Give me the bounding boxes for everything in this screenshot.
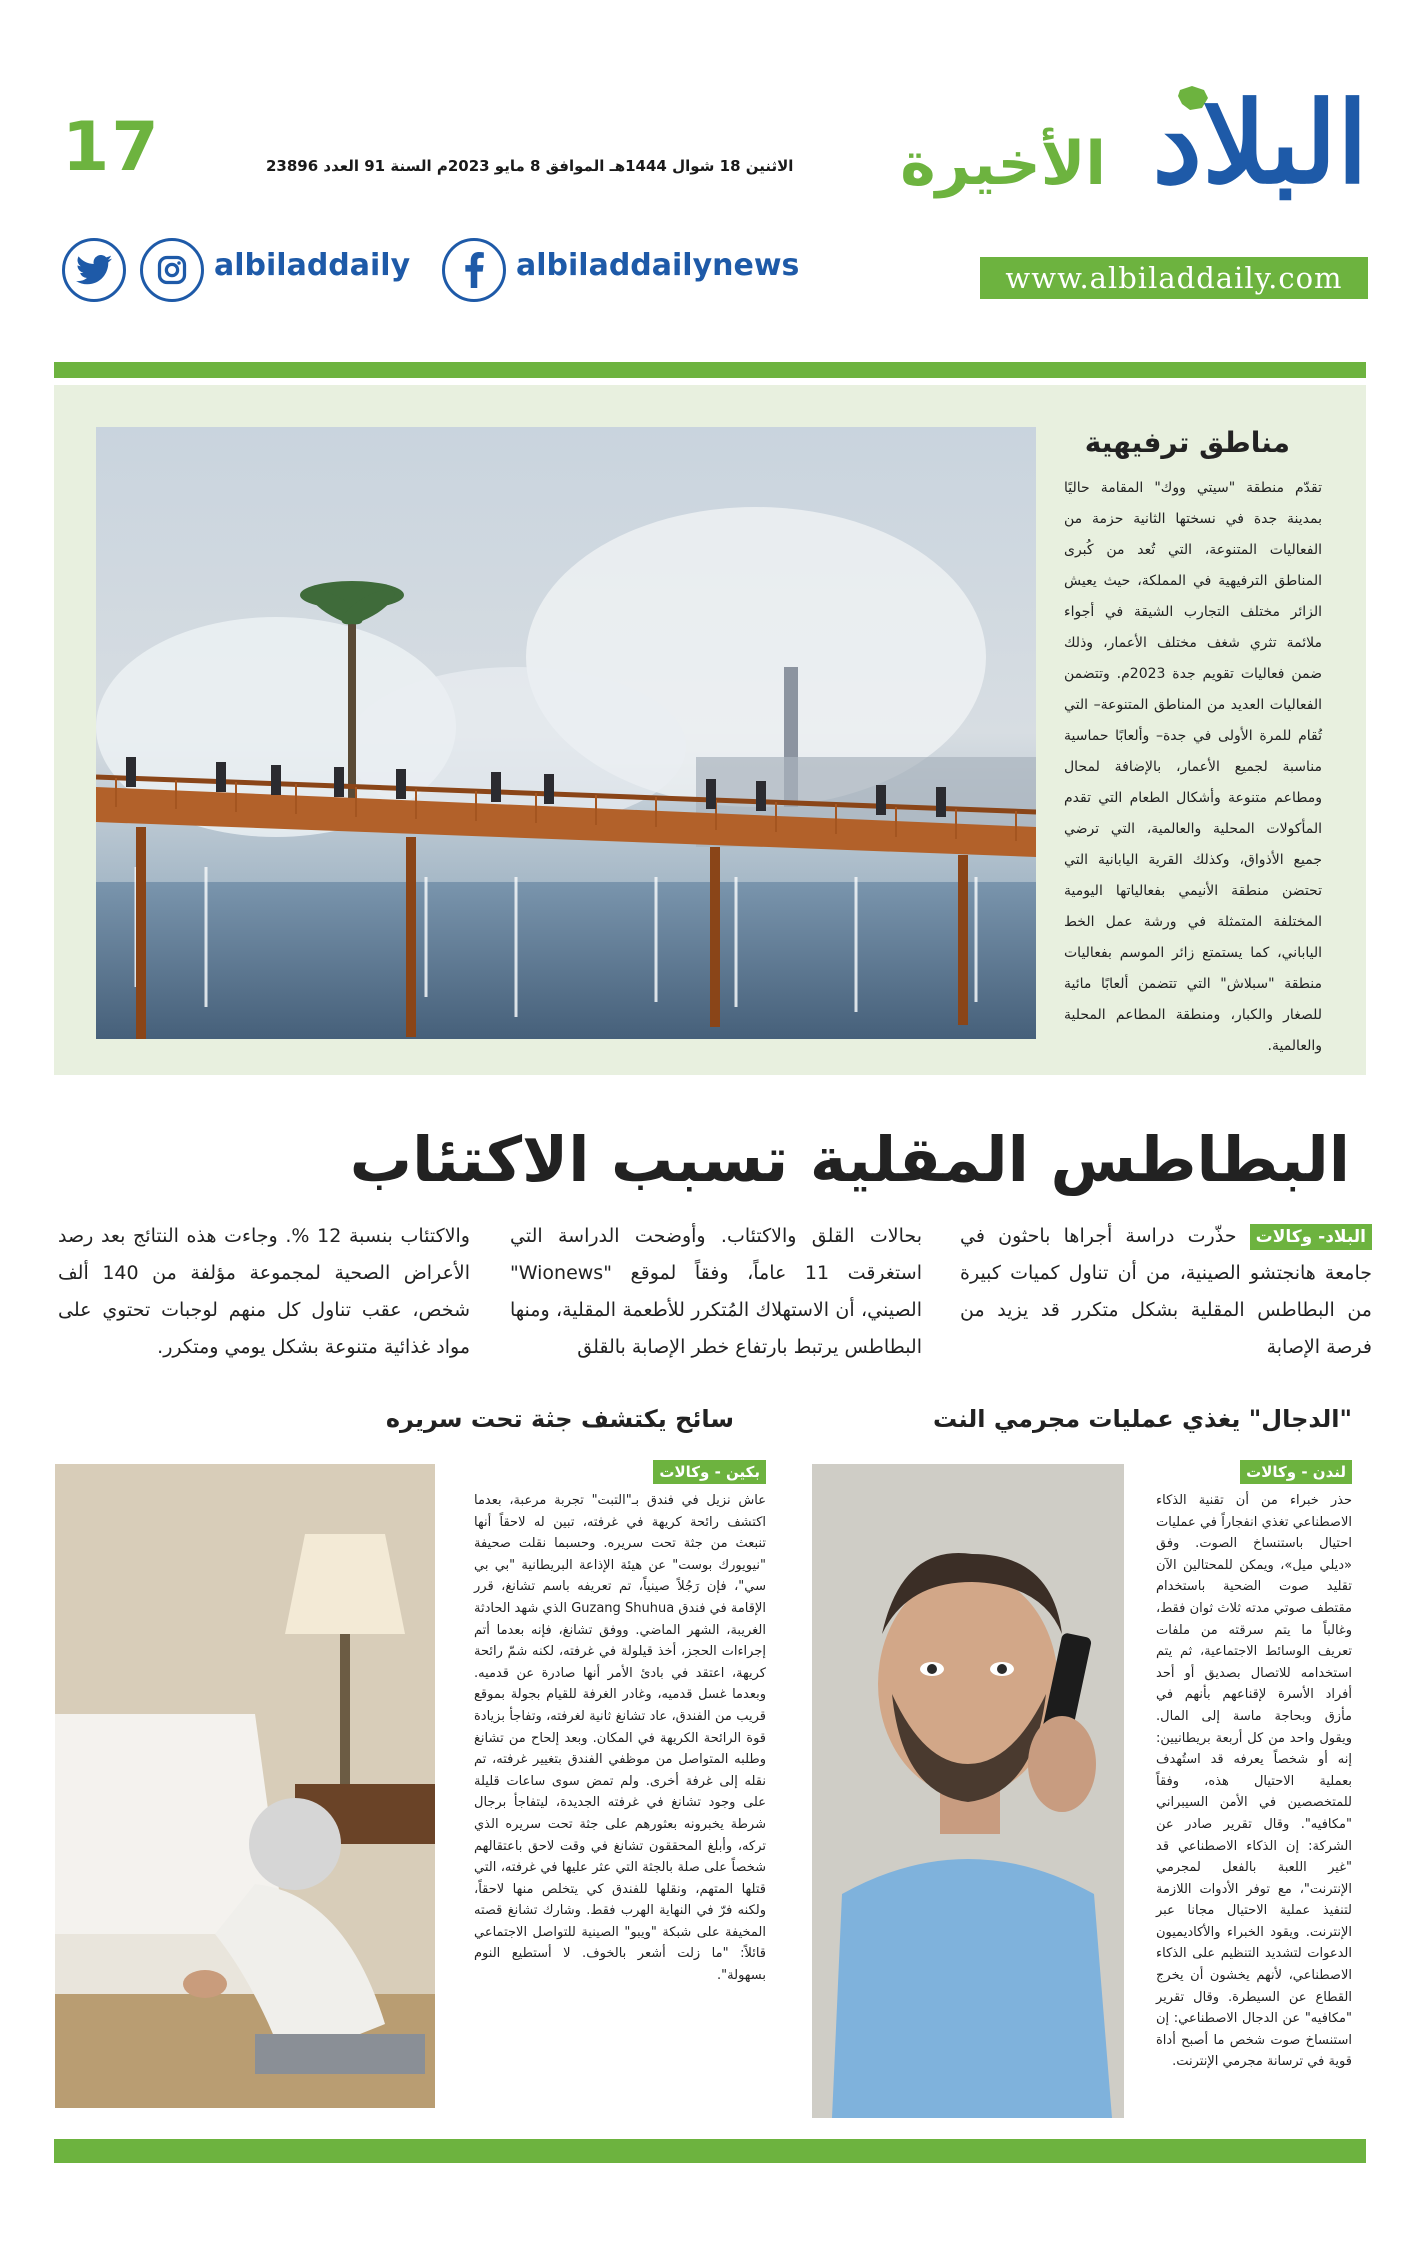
feature-heading: مناطق ترفيهية: [1084, 426, 1290, 459]
instagram-icon[interactable]: [140, 238, 204, 302]
story-hotel-body: عاش نزيل في فندق بـ"التبت" تجربة مرعبة، بعدما اكتشف رائحة كريهة في غرفته، تبين له لاحقاً أنها تنبعث من جثة تحت سريره. وحسبما نقلت صحيفة "نيويورك بوست" عن هيئة الإذاعة البريطانية "بي بي سي"، فإن رَجُلاً صينياً، تم تعريفه باسم تشانغ، قرر الإقامة في فندق Guzang Shuhua الذي شهد الحادثة الغريبة، الشهر الماضي. ووفق تشانغ، فإنه بعدما أتم إجراءات الحجز، أخذ قيلولة في غرفته، لكنه شمّ رائحة كريهة، اعتقد في بادئ الأمر أنها صادرة عن قدميه. وبعدما غسل قدميه، وغادر الغرفة للقيام بجولة بموقع قريب من الفندق، عاد تشانغ ثانية لغرفته، وتفاجأ بزيادة قوة الرائحة الكريهة في المكان. وبعد إلحاح من تشانغ وطلبه المتواصل من موظفي الفندق بتغيير غرفته، تم نقله إلى غرفة أخرى. ولم تمض سوى ساعات قليلة على وجود تشانغ في غرفته الجديدة، ليتفاجأ برجال شرطة يخبرونه بعثورهم على جثة تحت سريره الذي تركه، وأبلغ المحققون تشانغ في وقت لاحق باعتقالهم شخصاً على صلة بالجثة التي عثر عليها في غرفته، التي قتلها المتهم، ونقلها للفندق كي يتخلص منها لاحقاً، ولكنه فرّ في النهاية الهرب فقط. وشارك تشانغ قصته المخيفة على شبكة "ويبو" الصينية للتواصل الاجتماعي قائلاً: "ما زلت أشعر بالخوف. لا أستطيع النوم بسهولة".: [474, 1493, 767, 1984]
phone-man-photo: [812, 1464, 1124, 2118]
story-ai-body: حذر خبراء من أن تقنية الذكاء الاصطناعي تغذي انفجاراً في عمليات احتيال باستنساخ الصوت. وفق «ديلي ميل»، ويمكن للمحتالين الآن تقليد صوت الضحية باستخدام مقتطف صوتي مدته ثلاث ثوان فقط، وغالباً ما يتم سرقته من ملفات تعريف الوسائط الاجتماعية، ثم يتم استخدامه للاتصال بصديق أو أحد أفراد الأسرة لإقناعهم بأنهم في مأزق وبحاجة ماسة إلى المال. ويقول واحد من كل أربعة بريطانيين: إنه أو شخصاً يعرفه قد استُهدف بعملية الاحتيال هذه، وفقاً للمتخصصين في الأمن السيبراني "مكافيه". وقال تقرير صادر عن الشركة: إن الذكاء الاصطناعي قد "غير اللعبة بالفعل لمجرمي الإنترنت"، مع توفر الأدوات اللازمة لتنفيذ عملية الاحتيال مجانا عبر الإنترنت. ويقود الخبراء والأكاديميون الدعوات لتشديد التنظيم على الذكاء الاصطناعي، لأنهم يخشون أن يخرج القطاع عن السيطرة. وقال تقرير "مكافيه" عن الدجال الاصطناعي: إن استنساخ صوت شخص ما أصبح أداة قوية في ترسانة مجرمي الإنترنت.: [1156, 1493, 1352, 2070]
logo-main-text: البلاد: [1152, 78, 1368, 209]
man-on-phone-illustration: [812, 1464, 1124, 2118]
social-facebook[interactable]: albiladdailynews: [516, 248, 800, 283]
page-number: 17: [62, 108, 161, 187]
main-col-1-text: حذّرت دراسة أجراها باحثون في جامعة هانجتشو الصينية، من أن تناول كميات كبيرة من البطاطس المقلية بشكل متكرر قد يزيد من فرصة الإصابة: [960, 1225, 1372, 1358]
main-story-columns: [58, 1218, 1372, 1358]
newspaper-logo[interactable]: [888, 78, 1368, 209]
social-links: [62, 238, 808, 302]
facebook-icon[interactable]: [442, 238, 506, 302]
story-hotel-kicker: بكين - وكالات: [653, 1460, 766, 1484]
feature-photo: [96, 427, 1036, 1039]
logo-sub-text: الأخيرة: [900, 129, 1106, 199]
main-col-3: والاكتئاب بنسبة 12 %. وجاءت هذه النتائج بعد رصد الأعراض الصحية لمجموعة مؤلفة من 140 ألف شخص، عقب تناول كل منهم لوجبات تحتوي على مواد غذائية متنوعة بشكل يومي ومتكرر.: [58, 1225, 470, 1358]
main-col-2: بحالات القلق والاكتئاب. وأوضحت الدراسة التي استغرقت 11 عاماً، وفقاً لموقع "Wionews" الصيني، أن الاستهلاك المُتكرر للأطعمة المقلية، ومنها البطاطس يرتبط بارتفاع خطر الإصابة بالقلق: [510, 1225, 922, 1358]
twitter-icon[interactable]: [62, 238, 126, 302]
hotel-bed-illustration: [55, 1464, 435, 2108]
bottom-divider: [54, 2139, 1366, 2163]
hotel-bed-photo: [55, 1464, 435, 2108]
website-link[interactable]: www.albiladdaily.com: [980, 257, 1368, 299]
social-handle[interactable]: albiladdaily: [214, 248, 411, 283]
bridge-fountain-illustration: [96, 427, 1036, 1039]
main-kicker: البلاد- وكالات: [1250, 1224, 1372, 1250]
feature-box: [54, 385, 1366, 1075]
main-col-1: [960, 1218, 1372, 1366]
feature-body: تقدّم منطقة "سيتي ووك" المقامة حاليًا بمدينة جدة في نسختها الثانية حزمة من الفعاليات المتنوعة، التي تُعد من كُبرى المناطق الترفيهية في المملكة، حيث يعيش الزائر مختلف التجارب الشيقة في أجواء ملائمة تثري شغف مختلف الأعمار، وذلك ضمن فعاليات تقويم جدة 2023م. وتتضمن الفعاليات العديد من المناطق المتنوعة– التي تُقام للمرة الأولى في جدة– وألعابًا حماسية مناسبة لجميع الأعمار، بالإضافة لمحال ومطاعم متنوعة وأشكال الطعام التي تقدم المأكولات المحلية والعالمية، التي ترضي جميع الأذواق، وكذلك القرية اليابانية التي تحتضن منطقة الأنيمي بفعالياتها اليومية المختلفة المتمثلة في ورشة عمل الخط الياباني، كما يستمتع زائر الموسم بفعاليات منطقة "سبلاش" التي تتضمن ألعابًا مائية للصغار والكبار، ومنطقة المطاعم المحلية والعالمية.: [1064, 480, 1322, 1054]
story-ai-kicker: لندن - وكالات: [1240, 1460, 1352, 1484]
story-ai-title: "الدجال" يغذي عمليات مجرمي النت: [933, 1405, 1352, 1433]
date-line: الاثنين 18 شوال 1444هـ الموافق 8 مايو 2023م السنة 91 العدد 23896: [266, 157, 794, 175]
story-hotel-title: سائح يكتشف جثة تحت سريره: [385, 1405, 734, 1433]
top-divider: [54, 362, 1366, 378]
main-headline: البطاطس المقلية تسبب الاكتئاب: [349, 1123, 1350, 1196]
